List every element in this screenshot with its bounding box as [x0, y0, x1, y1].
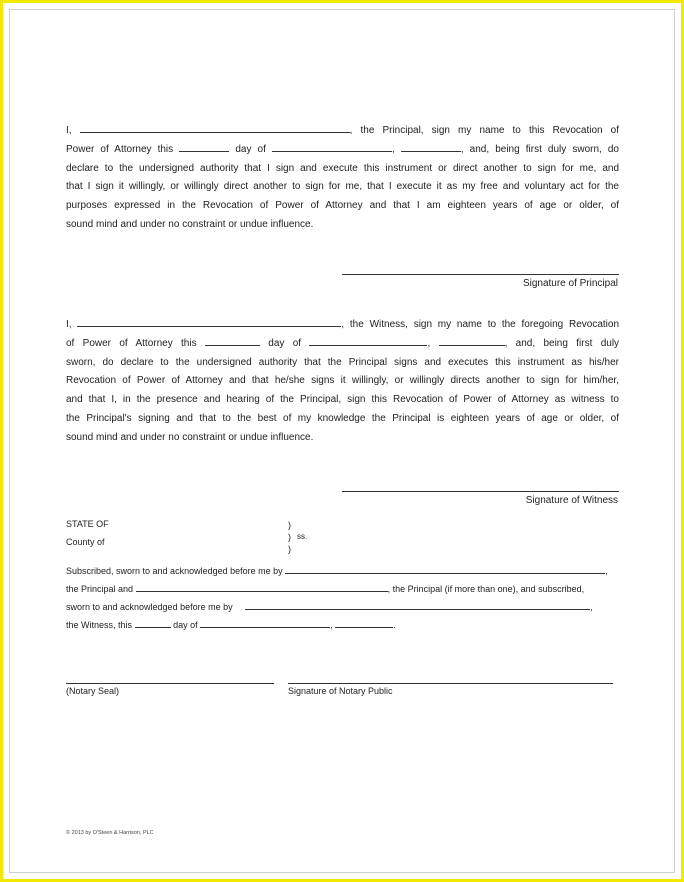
witness-line-1: I, , the Witness, sign my name to the foregoing Revocation	[66, 319, 619, 330]
notary-year-blank[interactable]	[335, 619, 393, 628]
principal-year-blank[interactable]	[401, 142, 461, 152]
witness-signature-line[interactable]	[342, 491, 619, 492]
witness-day-blank[interactable]	[205, 336, 260, 346]
notary-seal-line[interactable]	[66, 683, 274, 684]
notary-signer-blank-2[interactable]	[136, 583, 388, 592]
principal-line-2: Power of Attorney this day of , , and, being first duly sworn, do	[66, 143, 619, 155]
notary-line-2: the Principal and , the Principal (if more than one), and subscribed,	[66, 584, 585, 594]
principal-paragraph: I, , the Principal, sign my name to this Revocation of Power of Attorney this day of , , and, being first duly sworn, do declare to the undersigned authority that I sign and execute this instrument or direct another to sign for me, and that I sign it willingly, or willingly direct another to sign for me, that I execute it as my free and voluntary act for the purposes expressed in the Revocation of Power of Attorney and that I am eighteen years of age or older, of sound mind and under no constraint or undue influence.	[66, 122, 619, 235]
principal-name-blank[interactable]	[80, 123, 350, 133]
county-label: County of	[66, 537, 105, 547]
copyright-footer: © 2013 by O'Steen & Harrison, PLC	[66, 830, 154, 836]
notary-signature-label: Signature of Notary Public	[288, 686, 393, 696]
witness-paragraph: I, , the Witness, sign my name to the foregoing Revocation of Power of Attorney this day of , , and, being first duly sworn, do declare to the undersigned authority that the Principal signs and executes this instrument as his/her Revocation of Power of Attorney and that he/she signs it willingly, or willingly directs another to sign for him/her, and that I, in the presence and hearing of the Principal, sign this Revocation of Power of Attorney as witness to the Principal's signing and that to the best of my knowledge the Principal is eighteen years of age or older, of sound mind and under no constraint or undue influence.	[66, 316, 619, 448]
witness-year-blank[interactable]	[439, 336, 505, 346]
principal-month-blank[interactable]	[272, 142, 392, 152]
venue-paren-2: )	[288, 532, 291, 542]
state-label: STATE OF	[66, 519, 109, 529]
venue-paren-1: )	[288, 520, 291, 530]
notary-day-blank[interactable]	[135, 619, 171, 628]
principal-signature-line[interactable]	[342, 274, 619, 275]
notary-line-1: Subscribed, sworn to and acknowledged before me by ,	[66, 566, 608, 576]
principal-line-1: I, , the Principal, sign my name to this Revocation of	[66, 125, 620, 136]
venue-ss: ss.	[297, 532, 308, 541]
notary-paragraph	[66, 562, 619, 634]
notary-month-blank[interactable]	[200, 619, 330, 628]
notary-signer-blank-1[interactable]	[285, 565, 605, 574]
witness-name-blank[interactable]	[77, 317, 341, 327]
notary-signature-line[interactable]	[288, 683, 613, 684]
notary-seal-label: (Notary Seal)	[66, 686, 120, 696]
principal-signature-label: Signature of Principal	[522, 278, 618, 289]
witness-month-blank[interactable]	[309, 336, 427, 346]
notary-line-3: sworn to and acknowledged before me by ,	[66, 602, 593, 612]
venue-paren-3: )	[288, 544, 291, 554]
witness-line-2: of Power of Attorney this day of , , and, being first duly	[66, 337, 620, 349]
principal-day-blank[interactable]	[179, 142, 229, 152]
notary-line-4: the Witness, this day of , .	[66, 620, 396, 630]
witness-signature-label: Signature of Witness	[525, 495, 618, 506]
notary-witness-blank[interactable]	[245, 601, 590, 610]
